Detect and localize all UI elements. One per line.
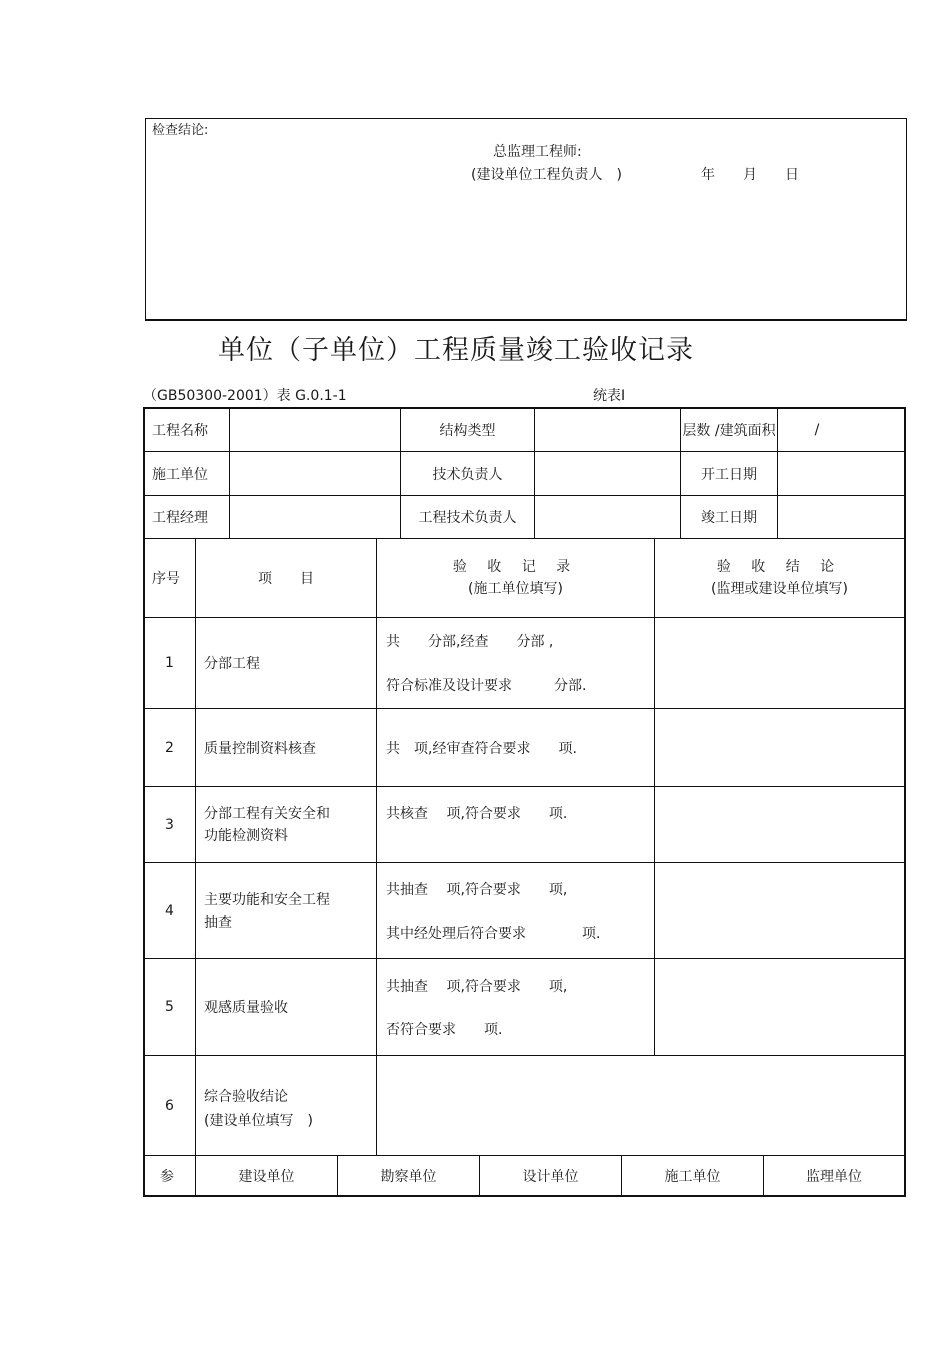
row-4-record-line-1: 共抽查 项,符合要求 项,	[386, 882, 568, 898]
participant-construction: 施工单位	[664, 1168, 721, 1185]
header-conclusion-sub: (监理或建设单位填写)	[711, 581, 848, 597]
participant-supervision: 监理单位	[806, 1168, 862, 1185]
chief-supervisor-label: 总监理工程师:	[493, 144, 582, 160]
row-3-item-line-1: 分部工程有关安全和	[204, 806, 330, 822]
project-manager-label: 工程经理	[152, 510, 208, 526]
owner-representative-label: (建设单位工程负责人 )	[471, 167, 622, 183]
header-seq: 序号	[152, 571, 180, 587]
participant-owner: 建设单位	[238, 1168, 295, 1185]
project-name-label: 工程名称	[152, 422, 208, 439]
standard-reference: （GB50300-2001）表 G.0.1-1	[143, 388, 347, 404]
row-4-record-line-2: 其中经处理后符合要求 项.	[386, 926, 601, 942]
form-code: 统表Ⅰ	[593, 388, 626, 404]
project-tech-lead-label: 工程技术负责人	[418, 510, 517, 526]
floors-area-value: /	[814, 421, 820, 438]
row-4-item-line-2: 抽查	[204, 915, 232, 931]
row-1-item: 分部工程	[204, 656, 260, 672]
row-2-item: 质量控制资料核查	[204, 740, 316, 757]
header-item: 项 目	[258, 571, 314, 587]
date-label: 年 月 日	[701, 167, 799, 183]
row-4-no: 4	[165, 902, 174, 919]
floors-area-label: 层数 /建筑面积	[682, 422, 776, 439]
row-1-no: 1	[165, 655, 174, 671]
participants-label: 参	[160, 1169, 174, 1185]
row-5-item: 观感质量验收	[204, 1000, 288, 1016]
page-title: 单位（子单位）工程质量竣工验收记录	[218, 335, 694, 366]
row-3-item-line-2: 功能检测资料	[204, 828, 288, 844]
row-6-no: 6	[165, 1097, 174, 1114]
header-conclusion	[655, 539, 904, 617]
structure-type-label: 结构类型	[439, 422, 496, 439]
header-record-sub: (施工单位填写)	[468, 581, 563, 597]
header-record	[377, 539, 654, 617]
participant-survey: 勘察单位	[380, 1168, 437, 1185]
start-date-label: 开工日期	[701, 466, 757, 483]
row-3-record-line-1: 共核查 项,符合要求 项.	[386, 806, 568, 822]
row-1-record-line-1: 共 分部,经查 分部 ,	[386, 634, 554, 650]
row-2-no: 2	[165, 739, 174, 756]
completion-date-label: 竣工日期	[701, 510, 757, 526]
row-4-item-line-1: 主要功能和安全工程	[204, 892, 330, 908]
header-conclusion-title: 验 收 结 论	[716, 559, 843, 575]
row-5-record-line-2: 否符合要求 项.	[386, 1022, 503, 1038]
inspection-conclusion-label: 检查结论:	[152, 123, 209, 138]
row-1-record-line-2: 符合标准及设计要求 分部.	[386, 678, 587, 694]
participant-design: 设计单位	[522, 1168, 579, 1185]
contractor-label: 施工单位	[152, 466, 208, 483]
row-6-item-line-2: (建设单位填写 )	[204, 1113, 313, 1129]
row-5-no: 5	[165, 999, 174, 1015]
row-5-record-line-1: 共抽查 项,符合要求 项,	[386, 979, 568, 995]
row-2-record-line-1: 共 项,经审查符合要求 项.	[386, 740, 577, 757]
header-record-title: 验 收 记 录	[452, 559, 579, 575]
tech-lead-label: 技术负责人	[432, 466, 503, 483]
row-3-no: 3	[165, 816, 174, 833]
row-6-item-line-1: 综合验收结论	[204, 1089, 288, 1105]
